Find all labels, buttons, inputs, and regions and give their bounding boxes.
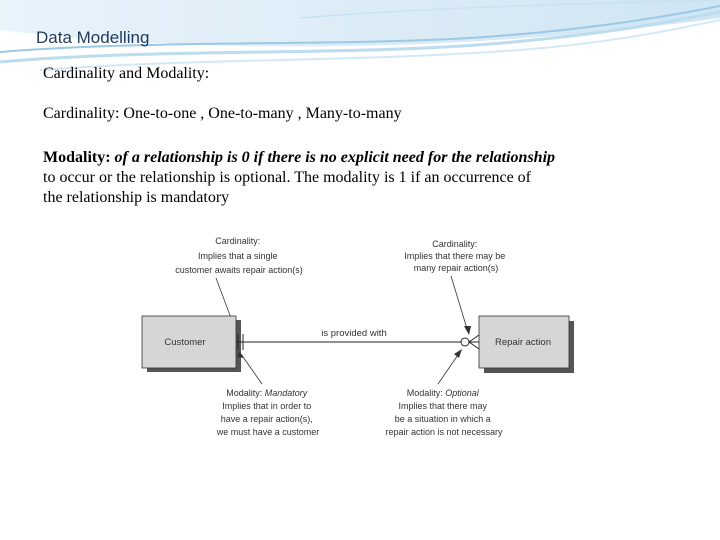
- note-cardinality-left: Cardinality: Implies that a single customer awaits repair action(s): [175, 236, 303, 275]
- note-modality-left: Modality: Mandatory Implies that in order to have a repair action(s), we must have a customer: [216, 388, 320, 437]
- optional-circle: [461, 338, 469, 346]
- note-modality-right: Modality: Optional Implies that there may be a situation in which a repair action is not necessary: [385, 388, 503, 437]
- slide-title: Data Modelling: [36, 28, 150, 47]
- modality-line-3: the relationship is mandatory: [43, 189, 230, 206]
- modality-label: Modality:: [43, 149, 111, 166]
- relationship-label: is provided with: [321, 328, 387, 339]
- modality-paragraph: [43, 148, 643, 208]
- modality-line-2: to occur or the relationship is optional. The modality is 1 if an occurrence of: [43, 169, 532, 186]
- entity-right-label: Repair action: [495, 337, 551, 348]
- modality-italic: of a relationship is 0 if there is no explicit need for the relationship: [114, 149, 556, 166]
- entity-left-label: Customer: [164, 337, 206, 348]
- er-diagram: [126, 216, 594, 462]
- heading-text: Cardinality and Modality:: [43, 65, 210, 82]
- note-cardinality-right: Cardinality: Implies that there may be many repair action(s): [404, 239, 506, 273]
- cardinality-line: Cardinality: One-to-one , One-to-many , Many-to-many: [43, 105, 402, 122]
